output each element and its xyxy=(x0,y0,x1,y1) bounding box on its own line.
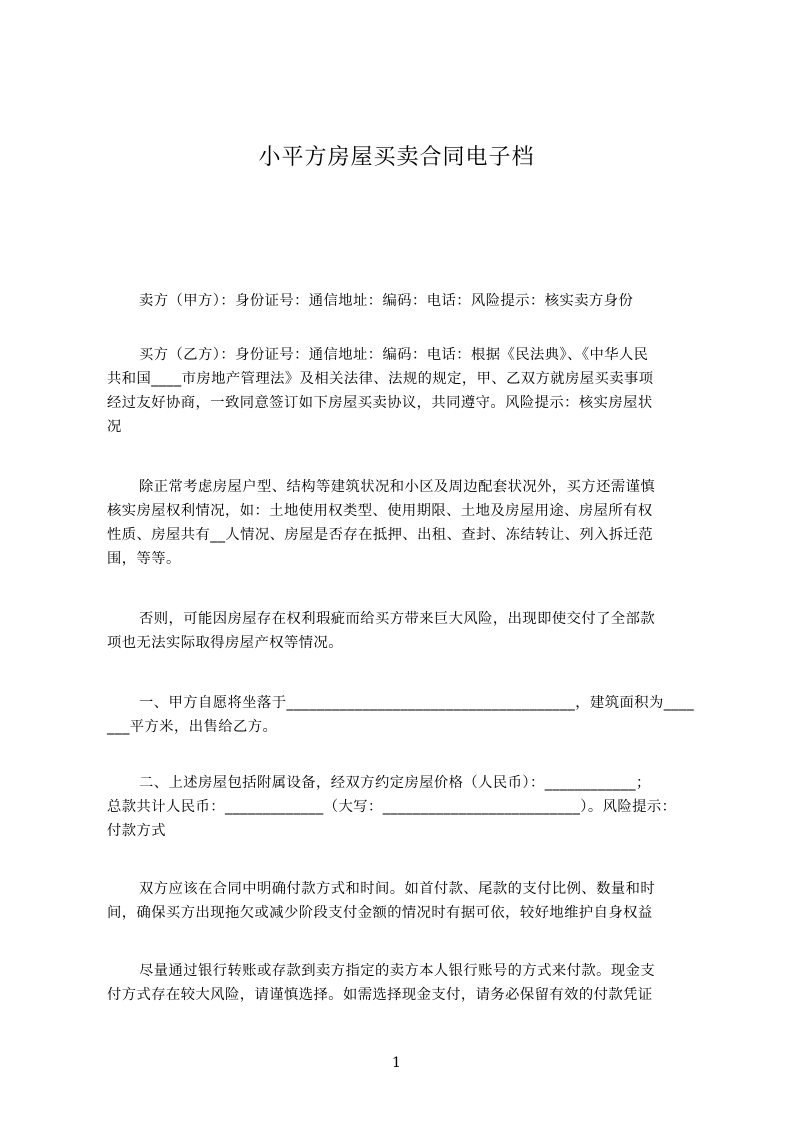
paragraph-line: 否则，可能因房屋存在权利瑕疵而给买方带来巨大风险，出现即使交付了全部款 xyxy=(139,611,656,627)
paragraph-line: 除正常考虑房屋户型、结构等建筑状况和小区及周边配套状况外，买方还需谨慎 xyxy=(139,479,656,495)
paragraph-line: 经过友好协商，一致同意签订如下房屋买卖协议，共同遵守。风险提示：核实房屋状 xyxy=(107,395,653,411)
paragraph-payment-method xyxy=(107,877,701,925)
paragraph-line: 围，等等。 xyxy=(107,551,181,567)
document-title: 小平方房屋买卖合同电子档 xyxy=(258,145,535,170)
paragraph-line: 核实房屋权利情况，如：土地使用权类型、使用期限、土地及房屋用途、房屋所有权 xyxy=(107,503,653,519)
paragraph-line: 付款方式 xyxy=(107,823,166,839)
paragraph-line: 总款共计人民币：_____________（大写：__________________________）。风险提示： xyxy=(107,799,677,815)
page-number: 1 xyxy=(392,1055,401,1071)
paragraph-clause-one xyxy=(107,691,701,739)
paragraph-line: 卖方（甲方）：身份证号：通信地址：编码：电话：风险提示：核实卖方身份 xyxy=(139,293,634,309)
paragraph-line: 间，确保买方出现拖欠或减少阶段支付金额的情况时有据可依，较好地维护自身权益 xyxy=(107,905,653,921)
paragraph-line: 性质、房屋共有__人情况、房屋是否存在抵押、出租、查封、冻结转让、列入拆迁范 xyxy=(107,527,654,543)
paragraph-line: ___平方米，出售给乙方。 xyxy=(107,719,278,735)
paragraph-line: 一、甲方自愿将坐落于______________________________________，建筑面积为____ xyxy=(139,695,695,711)
paragraph-bank-transfer xyxy=(107,959,701,1007)
paragraph-line: 双方应该在合同中明确付款方式和时间。如首付款、尾款的支付比例、数量和时 xyxy=(139,881,656,897)
paragraph-seller xyxy=(107,289,701,313)
paragraph-clause-two xyxy=(107,771,701,843)
paragraph-line: 况 xyxy=(107,419,122,435)
paragraph-line: 买方（乙方）：身份证号：通信地址：编码：电话：根据《民法典》、《中华人民 xyxy=(139,347,649,363)
paragraph-buyer xyxy=(107,343,701,439)
paragraph-line: 共和国____市房地产管理法》及相关法律、法规的规定，甲、乙双方就房屋买卖事项 xyxy=(107,371,654,387)
paragraph-risk-warning xyxy=(107,607,701,655)
paragraph-line: 尽量通过银行转账或存款到卖方指定的卖方本人银行账号的方式来付款。现金支 xyxy=(139,963,656,979)
paragraph-line: 项也无法实际取得房屋产权等情况。 xyxy=(107,635,343,651)
paragraph-line: 二、上述房屋包括附属设备，经双方约定房屋价格（人民币）：____________； xyxy=(139,775,651,791)
paragraph-property-rights xyxy=(107,475,701,571)
paragraph-line: 付方式存在较大风险，请谨慎选择。如需选择现金支付，请务必保留有效的付款凭证 xyxy=(107,987,653,1003)
